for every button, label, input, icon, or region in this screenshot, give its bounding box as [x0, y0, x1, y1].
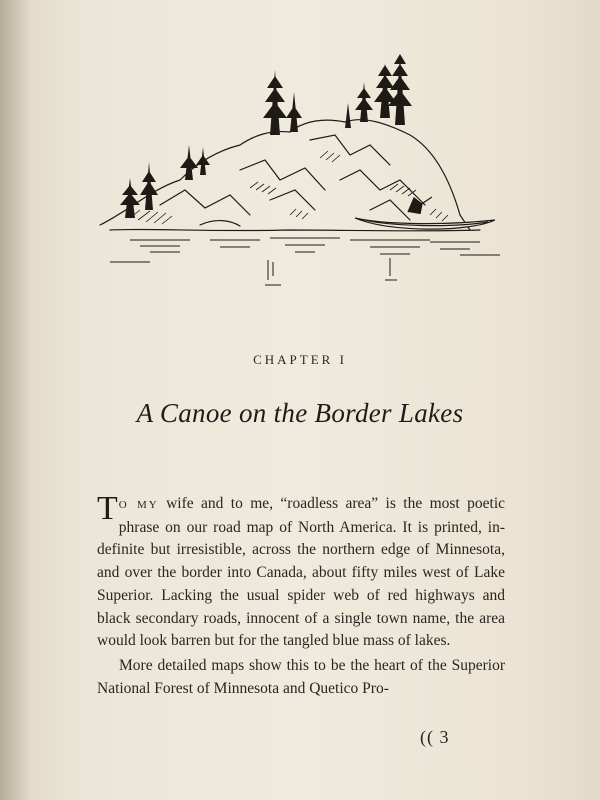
body-text — [97, 490, 505, 700]
paragraph — [97, 490, 505, 653]
lake-island-illustration — [90, 40, 510, 310]
chapter-title: A Canoe on the Border Lakes — [136, 398, 464, 428]
chapter-label: CHAPTER I — [253, 352, 347, 367]
paragraph: More detailed maps show this to be the heart of the Superior National Forest of Minnesota and Quetico Pro- — [97, 656, 505, 697]
drop-cap: T — [97, 490, 118, 527]
paragraph-text: wife and to me, “roadless area” is the most poetic phrase on our road map of North America. It is printed, indefinite but irresistible, across the northern edge of Minnesota, and over the border into Canada, about fifty miles west of Lake Superior. Lacking the usual spider web of red highways and black secondary roads, innocent of a single town name, the area would look barren but for the tangled blue mass of lakes. — [97, 495, 505, 650]
opening-small-caps: O MY — [118, 499, 159, 511]
page-number: (( 3 — [420, 727, 450, 747]
